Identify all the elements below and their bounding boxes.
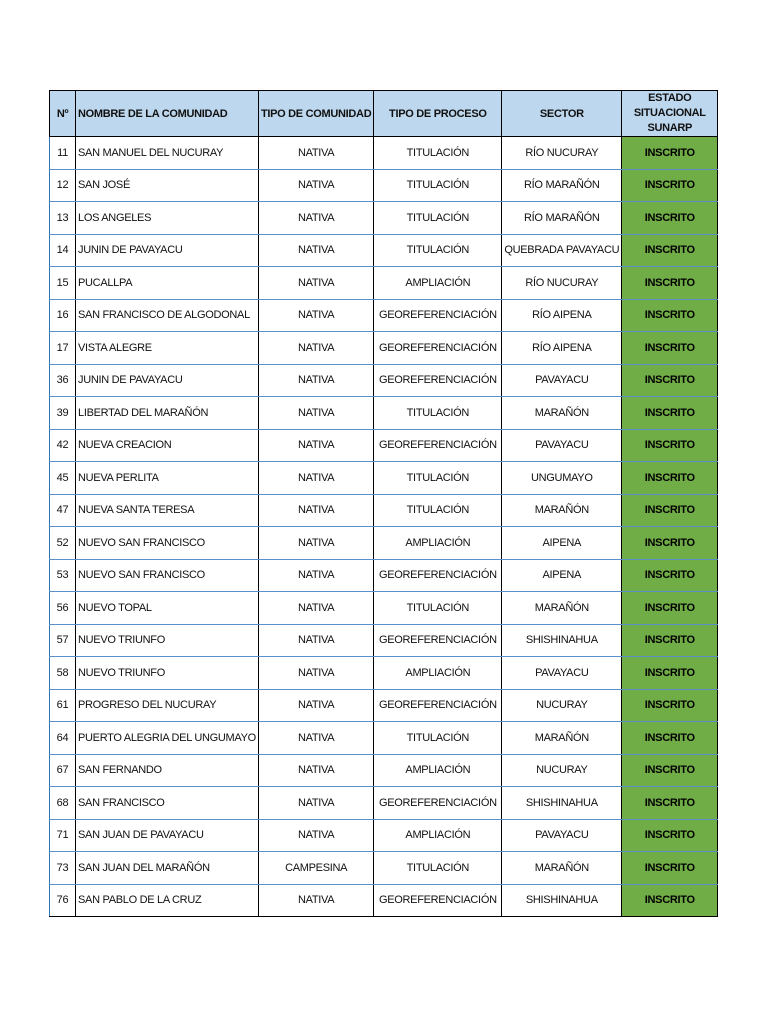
cell-num: 36	[50, 364, 76, 397]
cell-estado-badge: INSCRITO	[622, 819, 718, 852]
cell-tipo-proceso: GEOREFERENCIACIÓN	[374, 787, 502, 820]
cell-num: 67	[50, 754, 76, 787]
cell-sector: RÍO MARAÑÓN	[502, 169, 622, 202]
cell-tipo-comunidad: NATIVA	[258, 137, 373, 170]
cell-tipo-comunidad: NATIVA	[258, 754, 373, 787]
header-tipo-proceso: TIPO DE PROCESO	[374, 91, 502, 137]
cell-num: 76	[50, 884, 76, 917]
cell-tipo-comunidad: NATIVA	[258, 884, 373, 917]
table-row	[50, 137, 718, 170]
cell-tipo-proceso: AMPLIACIÓN	[374, 819, 502, 852]
cell-num: 14	[50, 234, 76, 267]
cell-num: 12	[50, 169, 76, 202]
cell-sector: PAVAYACU	[502, 429, 622, 462]
cell-estado-badge: INSCRITO	[622, 527, 718, 560]
cell-estado-badge: INSCRITO	[622, 234, 718, 267]
cell-nombre: LIBERTAD DEL MARAÑÓN	[76, 397, 259, 430]
cell-tipo-proceso: GEOREFERENCIACIÓN	[374, 299, 502, 332]
cell-estado-badge: INSCRITO	[622, 267, 718, 300]
cell-tipo-proceso: AMPLIACIÓN	[374, 267, 502, 300]
cell-num: 42	[50, 429, 76, 462]
cell-tipo-proceso: GEOREFERENCIACIÓN	[374, 364, 502, 397]
table-row	[50, 884, 718, 917]
table-row	[50, 494, 718, 527]
cell-tipo-comunidad: NATIVA	[258, 819, 373, 852]
cell-sector: RÍO AIPENA	[502, 332, 622, 365]
cell-tipo-comunidad: CAMPESINA	[258, 852, 373, 885]
table-row	[50, 787, 718, 820]
cell-sector: MARAÑÓN	[502, 592, 622, 625]
cell-estado-badge: INSCRITO	[622, 787, 718, 820]
cell-nombre: PUCALLPA	[76, 267, 259, 300]
table-row	[50, 332, 718, 365]
cell-num: 68	[50, 787, 76, 820]
cell-tipo-comunidad: NATIVA	[258, 494, 373, 527]
cell-tipo-proceso: GEOREFERENCIACIÓN	[374, 689, 502, 722]
cell-num: 11	[50, 137, 76, 170]
cell-nombre: SAN JOSÉ	[76, 169, 259, 202]
cell-nombre: NUEVA PERLITA	[76, 462, 259, 495]
cell-num: 17	[50, 332, 76, 365]
cell-sector: SHISHINAHUA	[502, 787, 622, 820]
cell-estado-badge: INSCRITO	[622, 657, 718, 690]
cell-num: 53	[50, 559, 76, 592]
cell-sector: SHISHINAHUA	[502, 884, 622, 917]
cell-num: 45	[50, 462, 76, 495]
cell-sector: RÍO NUCURAY	[502, 137, 622, 170]
cell-tipo-comunidad: NATIVA	[258, 559, 373, 592]
cell-tipo-comunidad: NATIVA	[258, 657, 373, 690]
cell-tipo-comunidad: NATIVA	[258, 364, 373, 397]
cell-num: 73	[50, 852, 76, 885]
cell-tipo-comunidad: NATIVA	[258, 592, 373, 625]
cell-sector: PAVAYACU	[502, 364, 622, 397]
cell-tipo-proceso: GEOREFERENCIACIÓN	[374, 624, 502, 657]
cell-nombre: NUEVO TOPAL	[76, 592, 259, 625]
cell-tipo-comunidad: NATIVA	[258, 267, 373, 300]
cell-num: 56	[50, 592, 76, 625]
cell-sector: RÍO NUCURAY	[502, 267, 622, 300]
cell-estado-badge: INSCRITO	[622, 137, 718, 170]
cell-tipo-comunidad: NATIVA	[258, 722, 373, 755]
cell-tipo-proceso: GEOREFERENCIACIÓN	[374, 884, 502, 917]
cell-tipo-comunidad: NATIVA	[258, 397, 373, 430]
cell-tipo-proceso: GEOREFERENCIACIÓN	[374, 332, 502, 365]
cell-nombre: NUEVA CREACION	[76, 429, 259, 462]
cell-tipo-comunidad: NATIVA	[258, 462, 373, 495]
table-row	[50, 819, 718, 852]
cell-nombre: NUEVO SAN FRANCISCO	[76, 527, 259, 560]
cell-sector: QUEBRADA PAVAYACU	[502, 234, 622, 267]
cell-tipo-proceso: TITULACIÓN	[374, 494, 502, 527]
cell-estado-badge: INSCRITO	[622, 592, 718, 625]
cell-tipo-proceso: TITULACIÓN	[374, 137, 502, 170]
cell-nombre: VISTA ALEGRE	[76, 332, 259, 365]
cell-tipo-proceso: AMPLIACIÓN	[374, 657, 502, 690]
header-tipo-comunidad: TIPO DE COMUNIDAD	[258, 91, 373, 137]
cell-nombre: SAN PABLO DE LA CRUZ	[76, 884, 259, 917]
cell-nombre: NUEVO SAN FRANCISCO	[76, 559, 259, 592]
cell-num: 61	[50, 689, 76, 722]
cell-estado-badge: INSCRITO	[622, 429, 718, 462]
cell-nombre: SAN FRANCISCO DE ALGODONAL	[76, 299, 259, 332]
cell-tipo-proceso: AMPLIACIÓN	[374, 754, 502, 787]
cell-num: 71	[50, 819, 76, 852]
cell-tipo-comunidad: NATIVA	[258, 234, 373, 267]
table-row	[50, 267, 718, 300]
cell-tipo-proceso: AMPLIACIÓN	[374, 527, 502, 560]
cell-nombre: JUNIN DE PAVAYACU	[76, 364, 259, 397]
table-row	[50, 722, 718, 755]
cell-num: 39	[50, 397, 76, 430]
table-row	[50, 169, 718, 202]
cell-tipo-comunidad: NATIVA	[258, 332, 373, 365]
cell-estado-badge: INSCRITO	[622, 397, 718, 430]
cell-tipo-proceso: GEOREFERENCIACIÓN	[374, 429, 502, 462]
header-nombre: NOMBRE DE LA COMUNIDAD	[76, 91, 259, 137]
cell-sector: MARAÑÓN	[502, 494, 622, 527]
cell-estado-badge: INSCRITO	[622, 462, 718, 495]
cell-estado-badge: INSCRITO	[622, 494, 718, 527]
cell-tipo-comunidad: NATIVA	[258, 169, 373, 202]
cell-sector: UNGUMAYO	[502, 462, 622, 495]
cell-nombre: SAN JUAN DE PAVAYACU	[76, 819, 259, 852]
cell-sector: NUCURAY	[502, 689, 622, 722]
cell-nombre: PROGRESO DEL NUCURAY	[76, 689, 259, 722]
cell-tipo-comunidad: NATIVA	[258, 527, 373, 560]
cell-nombre: PUERTO ALEGRIA DEL UNGUMAYO	[76, 722, 259, 755]
cell-tipo-proceso: TITULACIÓN	[374, 202, 502, 235]
table-header-row	[50, 91, 718, 137]
cell-estado-badge: INSCRITO	[622, 169, 718, 202]
cell-sector: RÍO AIPENA	[502, 299, 622, 332]
cell-sector: MARAÑÓN	[502, 397, 622, 430]
cell-num: 64	[50, 722, 76, 755]
cell-sector: MARAÑÓN	[502, 722, 622, 755]
cell-num: 58	[50, 657, 76, 690]
table-row	[50, 364, 718, 397]
table-row	[50, 429, 718, 462]
cell-sector: NUCURAY	[502, 754, 622, 787]
cell-nombre: SAN FERNANDO	[76, 754, 259, 787]
table-row	[50, 852, 718, 885]
table-row	[50, 559, 718, 592]
cell-num: 15	[50, 267, 76, 300]
cell-sector: RÍO MARAÑÓN	[502, 202, 622, 235]
cell-tipo-comunidad: NATIVA	[258, 429, 373, 462]
cell-estado-badge: INSCRITO	[622, 722, 718, 755]
table-row	[50, 299, 718, 332]
cell-nombre: SAN JUAN DEL MARAÑÓN	[76, 852, 259, 885]
cell-nombre: SAN FRANCISCO	[76, 787, 259, 820]
cell-estado-badge: INSCRITO	[622, 332, 718, 365]
table-row	[50, 689, 718, 722]
cell-nombre: SAN MANUEL DEL NUCURAY	[76, 137, 259, 170]
cell-sector: SHISHINAHUA	[502, 624, 622, 657]
table-row	[50, 202, 718, 235]
cell-tipo-proceso: TITULACIÓN	[374, 722, 502, 755]
table-row	[50, 527, 718, 560]
cell-estado-badge: INSCRITO	[622, 754, 718, 787]
cell-sector: AIPENA	[502, 527, 622, 560]
table-row	[50, 234, 718, 267]
cell-tipo-comunidad: NATIVA	[258, 787, 373, 820]
header-estado-line1: ESTADO SITUACIONAL	[633, 92, 706, 119]
cell-estado-badge: INSCRITO	[622, 299, 718, 332]
cell-tipo-proceso: TITULACIÓN	[374, 169, 502, 202]
table-row	[50, 462, 718, 495]
table-row	[50, 397, 718, 430]
header-estado	[622, 91, 718, 137]
cell-nombre: JUNIN DE PAVAYACU	[76, 234, 259, 267]
comunidades-table	[49, 90, 718, 917]
cell-nombre: LOS ANGELES	[76, 202, 259, 235]
cell-tipo-comunidad: NATIVA	[258, 689, 373, 722]
cell-estado-badge: INSCRITO	[622, 689, 718, 722]
table-row	[50, 754, 718, 787]
cell-nombre: NUEVA SANTA TERESA	[76, 494, 259, 527]
cell-num: 52	[50, 527, 76, 560]
cell-sector: MARAÑÓN	[502, 852, 622, 885]
cell-sector: PAVAYACU	[502, 819, 622, 852]
cell-num: 16	[50, 299, 76, 332]
cell-tipo-proceso: TITULACIÓN	[374, 852, 502, 885]
cell-tipo-proceso: TITULACIÓN	[374, 234, 502, 267]
cell-tipo-comunidad: NATIVA	[258, 202, 373, 235]
cell-estado-badge: INSCRITO	[622, 202, 718, 235]
cell-tipo-proceso: GEOREFERENCIACIÓN	[374, 559, 502, 592]
cell-num: 47	[50, 494, 76, 527]
table-row	[50, 624, 718, 657]
header-sector: SECTOR	[502, 91, 622, 137]
cell-estado-badge: INSCRITO	[622, 624, 718, 657]
cell-num: 13	[50, 202, 76, 235]
cell-num: 57	[50, 624, 76, 657]
cell-estado-badge: INSCRITO	[622, 852, 718, 885]
header-num: Nº	[50, 91, 76, 137]
cell-estado-badge: INSCRITO	[622, 559, 718, 592]
table-body	[50, 137, 718, 917]
cell-tipo-proceso: TITULACIÓN	[374, 397, 502, 430]
cell-tipo-comunidad: NATIVA	[258, 299, 373, 332]
cell-tipo-proceso: TITULACIÓN	[374, 462, 502, 495]
cell-nombre: NUEVO TRIUNFO	[76, 657, 259, 690]
table-row	[50, 592, 718, 625]
cell-estado-badge: INSCRITO	[622, 884, 718, 917]
header-estado-line2: SUNARP	[647, 122, 693, 134]
cell-sector: AIPENA	[502, 559, 622, 592]
cell-sector: PAVAYACU	[502, 657, 622, 690]
cell-tipo-comunidad: NATIVA	[258, 624, 373, 657]
cell-tipo-proceso: TITULACIÓN	[374, 592, 502, 625]
cell-estado-badge: INSCRITO	[622, 364, 718, 397]
table-row	[50, 657, 718, 690]
cell-nombre: NUEVO TRIUNFO	[76, 624, 259, 657]
